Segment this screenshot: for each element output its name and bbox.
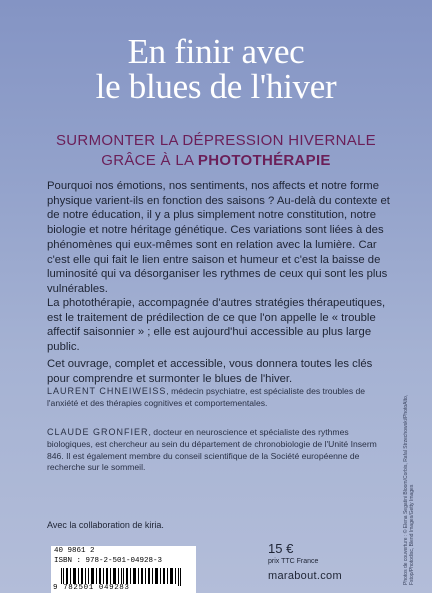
author-text-2: , docteur en neuroscience et spécialiste des rythmes biologiques, est chercheur au sein du département de chronobiologie de l'Unité Inserm 846. Il est également membre du conseil scientifique de la Société européenne de recherche sur le sommeil. — [47, 427, 377, 473]
photo-credit-line-2: Fstop/Photodisc, Blend Images/Getty Images — [409, 484, 415, 585]
collaboration-note: Avec la collaboration de kiria. — [47, 520, 164, 530]
price-note: prix TTC France — [268, 558, 319, 565]
subtitle-line-2 — [0, 152, 432, 169]
subtitle-prefix: GRÂCE À LA — [101, 152, 198, 169]
body-paragraph-1: Pourquoi nos émotions, nos sentiments, nos affects et notre forme physique varient-ils en fonction des saisons ? Au-delà du contexte et de notre éducation, il y a plus simplement notre constitution, notre biologie et notre héritage génétique. Ces variations sont liées à des phénomènes qui eux-mêmes sont en relation avec la lumière. Car c'est elle qui fait le lien entre saison et humeur et c'est la baisse de luminosité qui va désorganiser les rythmes de ceux qui sont les plus vulnérables. — [47, 180, 390, 295]
author-text-1: , médecin psychiatre, est spécialiste des troubles de l'anxiété et des thérapies cognitives et comportementales. — [47, 386, 366, 408]
author-name-2: CLAUDE GRONFIER — [47, 427, 149, 437]
photo-credit — [403, 325, 415, 585]
isbn-label: ISBN : 978-2-501-04928-3 — [54, 557, 163, 565]
body-paragraph-3: Cet ouvrage, complet et accessible, vous donnera toutes les clés pour comprendre et surmonter le blues de l'hiver. — [47, 358, 373, 385]
author-bio-2 — [47, 427, 382, 474]
barcode-digits: 9 782501 049283 — [53, 584, 130, 592]
title-line-1: En finir avec — [127, 32, 305, 71]
author-name-1: LAURENT CHNEIWEISS — [47, 386, 167, 396]
subtitle-line-1: SURMONTER LA DÉPRESSION HIVERNALE — [56, 132, 376, 149]
barcode-code: 40 9861 2 — [54, 547, 95, 555]
author-bio-1 — [47, 386, 382, 410]
body-paragraph-2: La photothérapie, accompagnée d'autres stratégies thérapeutiques, est le traitement de prédilection de ce que l'on appelle le « trouble affectif saisonnier » ; elle est aujourd'hui accessible au plus large public. — [47, 297, 386, 354]
barcode-block — [51, 546, 196, 593]
price: 15 € — [268, 541, 294, 556]
subtitle-emphasis: PHOTOTHÉRAPIE — [197, 152, 331, 169]
photo-credit-line-1: Photos de couverture : © Elena Segatini Bloom/Corbis, Rafal Strzechowski/PhotoAlto, — [403, 394, 409, 585]
publisher-link[interactable]: marabout.com — [268, 570, 342, 582]
title-line-2: le blues de l'hiver — [95, 67, 337, 106]
